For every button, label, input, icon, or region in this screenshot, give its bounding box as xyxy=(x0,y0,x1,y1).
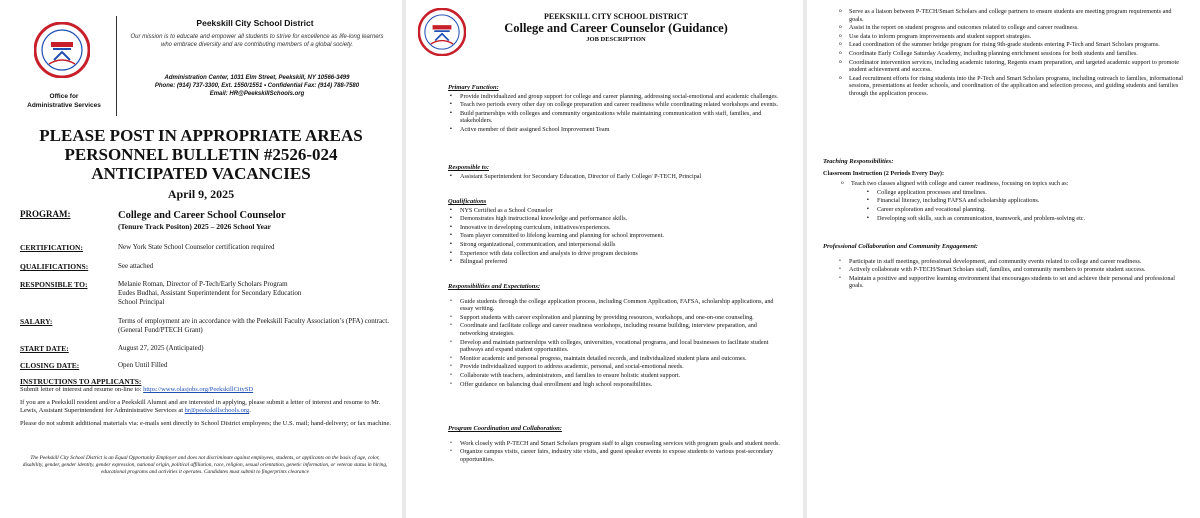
list-item: ▪ Team player committed to lifelong learning and planning for school improvement. xyxy=(448,232,784,240)
mission-statement: Our mission is to educate and empower all students to strive for excellence as life-long learners who embrace diversity and are contributing members of a global society. xyxy=(130,34,384,48)
office-label-line: Administrative Services xyxy=(27,102,101,109)
office-label xyxy=(20,92,108,110)
list-item: ▪ Provide individualized and group support for college and career planning, addressing social-emotional and academic challenges. xyxy=(448,93,784,101)
bulletin-number: PERSONNEL BULLETIN #2526-024 xyxy=(64,145,338,164)
list-item: ▪ Active member of their assigned School Improvement Team xyxy=(448,126,784,134)
primary-function-list xyxy=(448,93,784,134)
coordination-list xyxy=(837,8,1187,98)
list-item: ▪ Bilingual preferred xyxy=(448,258,784,266)
district-name: Peekskill City School District xyxy=(196,18,314,28)
program-label: PROGRAM: xyxy=(20,209,71,219)
contact-address xyxy=(126,74,388,98)
list-item: o Lead coordination of the summer bridge program for rising 9th-grade students entering P-Tech and Smart Scholars programs. xyxy=(837,41,1187,49)
program-coordination-list xyxy=(448,440,784,464)
certification-label: CERTIFICATION: xyxy=(20,243,83,252)
teaching-list xyxy=(823,180,1187,188)
list-item: o Coordinator intervention services, including academic tutoring, Regents exam preparation, and targeted academic support to promote student achievement and success. xyxy=(837,59,1187,74)
qualifications-value: See attached xyxy=(118,262,154,270)
topics-list xyxy=(865,189,1187,222)
section-heading: Teaching Responsibilities: xyxy=(823,158,894,165)
responsible-to-label: RESPONSIBLE TO: xyxy=(20,280,88,289)
list-item: ▪ NYS Certified as a School Counselor xyxy=(448,207,784,215)
list-item: • Develop and maintain partnerships with colleges, universities, vocational programs, and local businesses to facilitate student pathways and expand student opportunities. xyxy=(448,339,784,354)
list-item: ▪ Demonstrates high instructional knowledge and performance skills. xyxy=(448,215,784,223)
salary-label: SALARY: xyxy=(20,317,53,326)
responsibilities-list xyxy=(448,298,784,389)
list-item: • Guide students through the college application process, including Common Application, FAFSA, scholarship applications, and essay writing. xyxy=(448,298,784,313)
bulletin-date: April 9, 2025 xyxy=(167,187,235,201)
salary-value: Terms of employment are in accordance with the Peekskill Faculty Association’s (PFA) contract. (General Fund/PTECH Grant) xyxy=(118,317,389,334)
responsible-line: Eudes Budhai, Assistant Superintendent for Secondary Education xyxy=(118,289,302,297)
address-line: Administration Center, 1031 Elm Street, Peekskill, NY 10566-3499 xyxy=(164,75,350,81)
primary-function-section xyxy=(448,84,784,135)
post-notice: PLEASE POST IN APPROPRIATE AREAS xyxy=(39,126,363,145)
list-item: • Organize campus visits, career fairs, industry site visits, and guest speaker events to expose students to various post-secondary opportunities. xyxy=(448,448,784,463)
instructions-text: Submit letter of interest and resume on-line to: xyxy=(20,386,144,393)
section-heading: Professional Collaboration and Community Engagement: xyxy=(823,243,978,250)
list-item: ▪ Innovative in developing curriculum, initiatives/experiences. xyxy=(448,224,784,232)
list-item: o Coordinate Early College Saturday Academy, including planning enrichment sessions for both students and families. xyxy=(837,50,1187,58)
instructions-line xyxy=(20,386,392,394)
list-item: • Collaborate with teachers, administrators, and families to ensure holistic student support. xyxy=(448,372,784,380)
eeo-statement: The Peekskill City School District is an Equal Opportunity Employer and does not discriminate against employees, students, or applicants on the basis of age, color, disability, gender, gender identity, gender expression, national origin, political affiliation, race, religion, sexual orientation, genetic information, or veteran status in hiring, educational programs and activities it operates. Candidates must submit to fingerprints clearance xyxy=(22,455,388,475)
instructions-heading: INSTRUCTIONS TO APPLICANTS: xyxy=(20,377,142,386)
program-subtitle: (Tenure Track Positon) 2025 – 2026 School Year xyxy=(118,222,271,231)
list-item: ▪ Assistant Superintendent for Secondary Education, Director of Early College/ P-TECH, Principal xyxy=(448,173,784,181)
list-item: o Serve as a liaison between P-TECH/Smart Scholars and college partners to ensure students are meeting program requirements and goals. xyxy=(837,8,1187,23)
list-item: ▪ Developing soft skills, such as communication, teamwork, and problem-solving etc. xyxy=(865,215,1187,223)
list-item: • Coordinate and facilitate college and career readiness workshops, including resume building, interview preparation, and networking strategies. xyxy=(448,322,784,337)
list-item: ▪ College application processes and timelines. xyxy=(865,189,1187,197)
section-heading: Program Coordination and Collaboration: xyxy=(448,425,562,432)
program-coordination-section xyxy=(448,425,784,464)
job-description-label: JOB DESCRIPTION xyxy=(586,36,646,43)
coordination-continued xyxy=(837,8,1187,99)
district-seal-logo xyxy=(34,22,90,78)
list-item: o Assist in the report on student progress and outcomes related to college and career readiness. xyxy=(837,24,1187,32)
program-title: College and Career School Counselor xyxy=(118,210,286,221)
section-heading: Primary Function: xyxy=(448,84,499,91)
resident-instructions xyxy=(20,399,392,415)
list-item: • Provide individualized support to address academic, personal, and social-emotional needs. xyxy=(448,363,784,371)
responsible-to-section xyxy=(448,164,784,181)
closing-date-value: Open Until Filled xyxy=(118,361,168,369)
responsible-line: School Principal xyxy=(118,298,165,306)
section-heading: Qualifications xyxy=(448,198,487,205)
certification-value: New York State School Counselor certification required xyxy=(118,243,275,251)
job-title: College and Career Counselor (Guidance) xyxy=(504,21,728,35)
submission-warning: Please do not submit additional materials via: e-mails sent directly to School District employees; the U.S. mail; hand-delivery; or fax machine. xyxy=(20,420,391,427)
list-item: ▪ Strong organizational, communication, and interpersonal skills xyxy=(448,241,784,249)
section-subheading: Classroom Instruction (2 Periods Every Day): xyxy=(823,169,945,177)
hr-email-link[interactable]: hr@peekskillschools.org xyxy=(184,407,250,414)
list-item: • Participate in staff meetings, professional development, and community events related to college and career readiness. xyxy=(837,258,1187,266)
start-date-label: START DATE: xyxy=(20,344,69,353)
phone-line: Phone: (914) 737-3300, Ext. 1550/1551 • Confidential Fax: (914) 788-7580 xyxy=(154,83,360,89)
qualifications-section xyxy=(448,198,784,267)
responsible-line: Melanie Roman, Director of P-Tech/Early Scholars Program xyxy=(118,280,288,288)
list-item: • Actively collaborate with P-TECH/Smart Scholars staff, families, and community members to promote student success. xyxy=(837,266,1187,274)
job-description-page-1 xyxy=(406,0,803,518)
qualifications-label: QUALIFICATIONS: xyxy=(20,262,89,271)
list-item: ▪ Financial literacy, including FAFSA and scholarship applications. xyxy=(865,197,1187,205)
list-item: o Use data to inform program improvements and student support strategies. xyxy=(837,33,1187,41)
list-item: o Teach two classes aligned with college and career readiness, focusing on topics such as: xyxy=(839,180,1187,188)
qualifications-list xyxy=(448,207,784,266)
bulletin-type: ANTICIPATED VACANCIES xyxy=(91,164,311,183)
professional-list xyxy=(837,258,1187,290)
instructions-text: . xyxy=(249,407,251,414)
professional-section xyxy=(823,243,1187,291)
list-item: ▪ Career exploration and vocational planning. xyxy=(865,206,1187,214)
district-heading: PEEKSKILL CITY SCHOOL DISTRICT xyxy=(544,12,688,21)
instructions-text: If you are a Peekskill resident and/or a Peekskill Alumni and are interested in applying, please submit a letter of interest and resume to Mr. Lewis, Assistant Superintendent for Administrative Services at xyxy=(20,399,381,414)
job-description-page-2 xyxy=(807,0,1200,518)
office-label-line: Office for xyxy=(49,93,79,100)
list-item: • Monitor academic and personal progress, maintain detailed records, and individualized student plans and outcomes. xyxy=(448,355,784,363)
section-heading: Responsible to: xyxy=(448,164,489,171)
list-item: ▪ Experience with data collection and analysis to drive program decisions xyxy=(448,250,784,258)
job-title-block xyxy=(446,12,786,43)
instructions xyxy=(20,378,392,433)
application-link[interactable]: https://www.olasjobs.org/PeekskillCitySD xyxy=(143,386,254,393)
divider xyxy=(116,16,117,116)
email-line: Email: HR@PeekskillSchools.org xyxy=(209,91,305,97)
list-item: ▪ Build partnerships with colleges and community organizations while maintaining communication with staff, families, and stakeholders. xyxy=(448,110,784,125)
list-item: o Lead recruitment efforts for rising students into the P-Tech and Smart Scholars programs, including outreach to families, informational sessions, presentations at feeder schools, and coordination of the application and selection process, and guiding students and families through the application process. xyxy=(837,75,1187,98)
responsibilities-section xyxy=(448,283,784,389)
start-date-value: August 27, 2025 (Anticipated) xyxy=(118,344,204,352)
section-heading: Responsibilities and Expectations: xyxy=(448,283,541,290)
teaching-section xyxy=(823,158,1187,223)
letterhead xyxy=(0,12,402,120)
list-item: • Support students with career exploration and planning by providing resources, workshops, and one-on-one counseling. xyxy=(448,314,784,322)
list-item: • Maintain a positive and supportive learning environment that encourages students to set and achieve their personal and professional goals. xyxy=(837,275,1187,290)
list-item: ▪ Teach two periods every other day on college preparation and career readiness while coordinating related workshops and events. xyxy=(448,101,784,109)
closing-date-label: CLOSING DATE: xyxy=(20,361,80,370)
responsible-list xyxy=(448,173,784,181)
bulletin-page xyxy=(0,0,402,518)
list-item: • Offer guidance on balancing dual enrollment and high school responsibilities. xyxy=(448,381,784,389)
list-item: • Work closely with P-TECH and Smart Scholars program staff to align counseling services with program goals and student needs. xyxy=(448,440,784,448)
bulletin-header xyxy=(0,126,402,203)
